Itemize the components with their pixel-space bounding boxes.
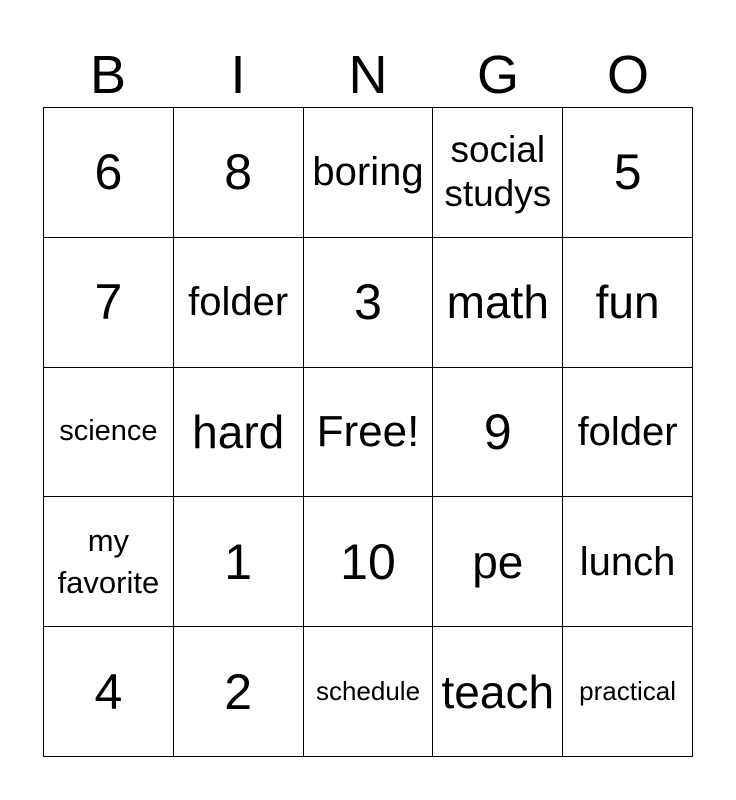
cell-text: 5 [613, 144, 642, 201]
bingo-cell[interactable] [174, 108, 304, 238]
bingo-cell[interactable] [174, 368, 304, 498]
cell-text: 4 [94, 663, 123, 720]
bingo-header [43, 42, 693, 108]
bingo-cell[interactable] [433, 238, 563, 368]
cell-text: math [446, 276, 549, 329]
bingo-cell[interactable] [433, 108, 563, 238]
bingo-cell[interactable] [44, 627, 174, 757]
cell-text: 10 [340, 533, 396, 590]
bingo-cell[interactable] [433, 497, 563, 627]
cell-text: social studys [444, 129, 552, 215]
header-letter-i: I [230, 45, 246, 105]
bingo-cell[interactable] [44, 497, 174, 627]
header-letter-g: G [476, 45, 519, 105]
bingo-cell[interactable] [44, 368, 174, 498]
cell-text: Free! [316, 406, 420, 456]
cell-text: lunch [579, 539, 676, 584]
bingo-cell[interactable] [433, 368, 563, 498]
cell-text: hard [192, 405, 285, 458]
cell-text: schedule [315, 676, 421, 707]
bingo-cell[interactable] [563, 627, 693, 757]
cell-text: 2 [224, 663, 253, 720]
cell-text: boring [312, 150, 424, 195]
bingo-cell[interactable] [563, 238, 693, 368]
bingo-cell[interactable] [433, 627, 563, 757]
cell-text: 8 [224, 144, 253, 201]
cell-text: fun [595, 276, 660, 329]
header-letter-o: O [606, 45, 649, 105]
bingo-cell[interactable] [174, 627, 304, 757]
bingo-cell[interactable] [304, 108, 434, 238]
cell-text: pe [472, 535, 524, 588]
bingo-cell[interactable] [304, 238, 434, 368]
free-space-cell[interactable] [304, 368, 434, 498]
cell-text: 6 [94, 144, 123, 201]
bingo-cell[interactable] [174, 238, 304, 368]
bingo-cell[interactable] [44, 238, 174, 368]
header-letter-n: N [348, 45, 388, 105]
bingo-cell[interactable] [174, 497, 304, 627]
bingo-cell[interactable] [563, 497, 693, 627]
bingo-cell[interactable] [304, 627, 434, 757]
cell-text: teach [441, 665, 555, 718]
cell-text: folder [577, 409, 678, 454]
header-letter-b: B [89, 45, 127, 105]
cell-text: 9 [483, 403, 512, 460]
bingo-board [43, 107, 693, 757]
cell-text: 3 [354, 274, 382, 331]
cell-text: 7 [94, 274, 123, 331]
bingo-cell[interactable] [44, 108, 174, 238]
cell-text: practical [579, 676, 676, 707]
cell-text: science [59, 415, 158, 448]
cell-text: folder [188, 280, 289, 325]
bingo-cell[interactable] [563, 368, 693, 498]
cell-text: my favorite [57, 522, 160, 600]
bingo-cell[interactable] [563, 108, 693, 238]
bingo-cell[interactable] [304, 497, 434, 627]
cell-text: 1 [224, 533, 253, 590]
